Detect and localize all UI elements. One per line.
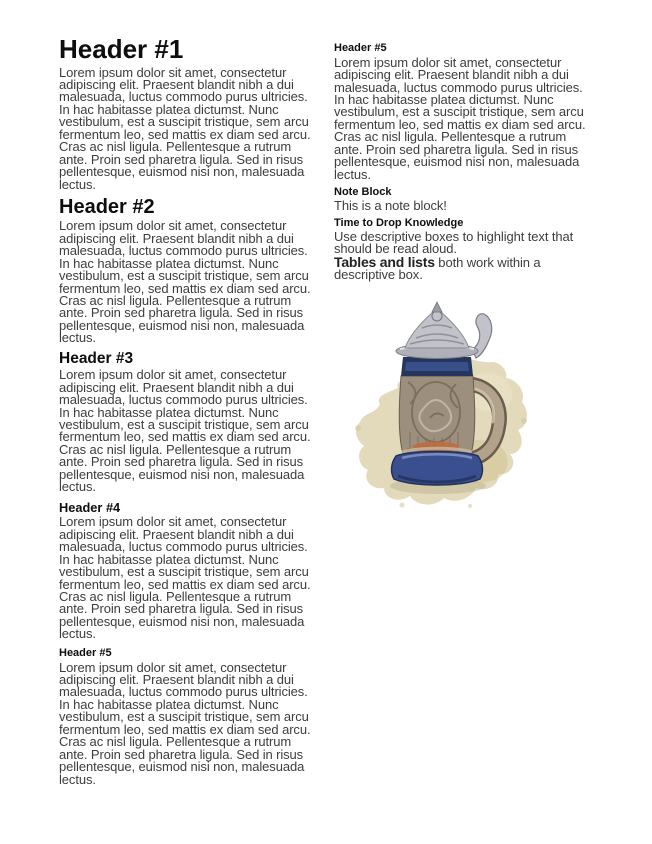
knowledge-heading: Time to Drop Knowledge — [334, 217, 464, 230]
right-column — [334, 36, 592, 510]
watercolor-speck — [468, 504, 472, 508]
section-heading-5-right: Header #5 — [334, 42, 387, 54]
section-heading-3: Header #3 — [59, 349, 134, 367]
body-paragraph: Lorem ipsum dolor sit amet, consectetur adipiscing elit. Praesent blandit nibh a dui malesuada, luctus commodo purus ultricies. In hac habitasse platea dictumst. Nunc vestibulum, est a suscipit tristique, sem arcu fermentum leo, sed mattis ex diam sed arcu. Cras ac nisl ligula. Pellentesque a rutrum ante. Proin sed pharetra ligula. Sed in risus pellentesque, euismod nisi non, malesuada lectus. — [59, 64, 311, 192]
stein-lid-spike — [432, 302, 442, 312]
left-column — [59, 36, 311, 786]
knowledge-text: Use descriptive boxes to highlight text that should be read aloud. — [334, 228, 574, 257]
watercolor-speck — [355, 425, 361, 431]
note-block-text: This is a note block! — [334, 197, 447, 213]
watercolor-speck — [400, 502, 405, 507]
body-paragraph: Lorem ipsum dolor sit amet, consectetur adipiscing elit. Praesent blandit nibh a dui malesuada, luctus commodo purus ultricies. In hac habitasse platea dictumst. Nunc vestibulum, est a suscipit tristique, sem arcu fermentum leo, sed mattis ex diam sed arcu. Cras ac nisl ligula. Pellentesque a rutrum ante. Proin sed pharetra ligula. Sed in risus pellentesque, euismod nisi non, malesuada lectus. — [59, 367, 311, 495]
beer-stein-illustration — [350, 300, 530, 510]
body-paragraph: Lorem ipsum dolor sit amet, consectetur adipiscing elit. Praesent blandit nibh a dui malesuada, luctus commodo purus ultricies. In hac habitasse platea dictumst. Nunc vestibulum, est a suscipit tristique, sem arcu fermentum leo, sed mattis ex diam sed arcu. Cras ac nisl ligula. Pellentesque a rutrum ante. Proin sed pharetra ligula. Sed in risus pellentesque, euismod nisi non, malesuada lectus. — [59, 514, 311, 642]
stein-neck-band-stripe — [405, 362, 469, 371]
section-heading-2: Header #2 — [59, 196, 155, 219]
tables-lists-rest: both work within a descriptive box. — [334, 254, 541, 283]
body-paragraph: Lorem ipsum dolor sit amet, consectetur adipiscing elit. Praesent blandit nibh a dui malesuada, luctus commodo purus ultricies. In hac habitasse platea dictumst. Nunc vestibulum, est a suscipit tristique, sem arcu fermentum leo, sed mattis ex diam sed arcu. Cras ac nisl ligula. Pellentesque a rutrum ante. Proin sed pharetra ligula. Sed in risus pellentesque, euismod nisi non, malesuada lectus. — [59, 659, 311, 787]
section-heading-5: Header #5 — [59, 646, 112, 659]
stein-lid-finial — [432, 311, 442, 321]
note-block-heading: Note Block — [334, 186, 392, 199]
tables-lists-paragraph — [334, 253, 592, 283]
watercolor-speck — [521, 418, 527, 424]
section-heading-4: Header #4 — [59, 499, 121, 515]
illustration-container — [350, 300, 592, 510]
two-column-layout — [59, 36, 592, 786]
body-paragraph: Lorem ipsum dolor sit amet, consectetur adipiscing elit. Praesent blandit nibh a dui malesuada, luctus commodo purus ultricies. In hac habitasse platea dictumst. Nunc vestibulum, est a suscipit tristique, sem arcu fermentum leo, sed mattis ex diam sed arcu. Cras ac nisl ligula. Pellentesque a rutrum ante. Proin sed pharetra ligula. Sed in risus pellentesque, euismod nisi non, malesuada lectus. — [334, 54, 586, 182]
tables-lists-bold-lead: Tables and lists — [334, 253, 435, 270]
body-paragraph: Lorem ipsum dolor sit amet, consectetur adipiscing elit. Praesent blandit nibh a dui malesuada, luctus commodo purus ultricies. In hac habitasse platea dictumst. Nunc vestibulum, est a suscipit tristique, sem arcu fermentum leo, sed mattis ex diam sed arcu. Cras ac nisl ligula. Pellentesque a rutrum ante. Proin sed pharetra ligula. Sed in risus pellentesque, euismod nisi non, malesuada lectus. — [59, 218, 311, 346]
section-heading-1: Header #1 — [59, 34, 184, 64]
